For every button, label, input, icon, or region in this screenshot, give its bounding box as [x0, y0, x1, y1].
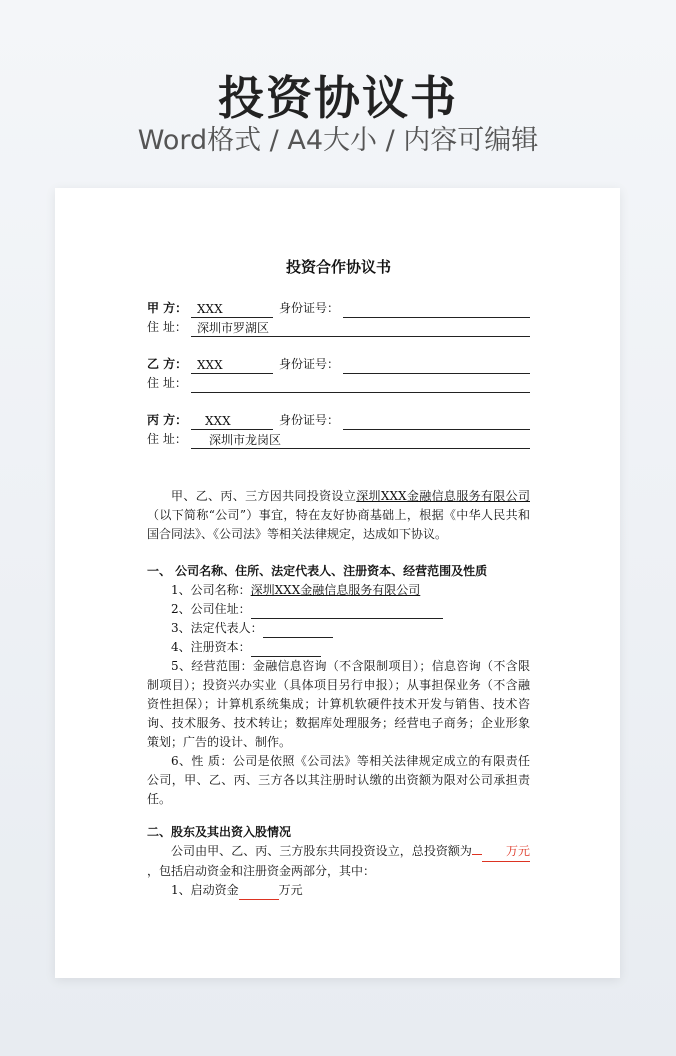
- document-body: [147, 258, 530, 900]
- party-a-label: 甲 方：: [147, 301, 188, 315]
- party-c-id-label: 身份证号：: [279, 413, 340, 427]
- s1-item-4: 4、注册资本：: [147, 638, 530, 657]
- party-a-name[interactable]: XXX: [191, 302, 273, 318]
- party-a-address-label: 住 址：: [147, 320, 187, 334]
- s2-item-1: 1、启动资金 万元: [147, 881, 530, 900]
- party-b: [147, 355, 530, 393]
- intro-company-name: 深圳XXX金融信息服务有限公司: [356, 489, 530, 503]
- s1-item-1: 1、公司名称：深圳XXX金融信息服务有限公司: [171, 583, 421, 597]
- s1-address-field[interactable]: [251, 604, 443, 619]
- party-c-name[interactable]: XXX: [191, 414, 273, 430]
- document-title: 投资合作协议书: [285, 258, 391, 276]
- party-a-address[interactable]: 深圳市罗湖区: [191, 321, 530, 337]
- party-c-address-label: 住 址：: [147, 432, 187, 446]
- intro-paragraph: 甲、乙、丙、三方因共同投资设立深圳XXX金融信息服务有限公司（以下简称“公司”）事宜，特在友好协商基础上，根据《中华人民共和国合同法》、《公司法》等相关法律规定，达成如下协议。: [147, 489, 530, 541]
- party-a-id-label: 身份证号：: [279, 301, 340, 315]
- party-b-address[interactable]: [191, 377, 530, 393]
- party-a-id-field[interactable]: [343, 302, 530, 318]
- party-b-label: 乙 方：: [147, 357, 188, 371]
- document-page: [55, 188, 620, 978]
- party-b-address-label: 住 址：: [147, 376, 187, 390]
- party-c-address[interactable]: 深圳市龙岗区: [191, 433, 530, 449]
- party-b-name[interactable]: XXX: [191, 358, 273, 374]
- s1-capital-field[interactable]: [251, 642, 321, 657]
- s1-item-3: 3、法定代表人：: [147, 619, 530, 638]
- party-b-id-label: 身份证号：: [279, 357, 340, 371]
- banner-subtitle: Word格式 / A4大小 / 内容可编辑: [137, 125, 539, 156]
- section-2-heading: 二、股东及其出资入股情况: [147, 825, 292, 839]
- party-c-label: 丙 方：: [147, 413, 188, 427]
- party-b-id-field[interactable]: [343, 358, 530, 374]
- party-c: [147, 411, 530, 449]
- s1-company-name[interactable]: 深圳XXX金融信息服务有限公司: [250, 583, 421, 597]
- party-c-id-field[interactable]: [343, 414, 530, 430]
- section-1-heading: 一、 公司名称、住所、法定代表人、注册资本、经营范围及性质: [147, 564, 488, 578]
- s2-total-investment-unit[interactable]: 万元: [482, 842, 530, 862]
- s1-item-5: 5、经营范围：金融信息咨询（不含限制项目）；信息咨询（不含限制项目）；投资兴办实业（具体项目另行申报）；从事担保业务（不含融资性担保）；计算机系统集成；计算机软硬件技术开发与销售、技术咨询、技术服务、技术转让；数据库处理服务；经营电子商务；企业形象策划；广告的设计、制作。: [147, 659, 530, 749]
- banner-title: 投资协议书: [218, 71, 458, 125]
- s2-paragraph: 公司由甲、乙、丙、三方股东共同投资设立，总投资额为 万元，包括启动资金和注册资金两部分，其中：: [147, 844, 530, 878]
- s1-item-6: 6、性 质：公司是依照《公司法》等相关法律规定成立的有限责任公司，甲、乙、丙、三方各以其注册时认缴的出资额为限对公司承担责任。: [147, 754, 530, 806]
- s1-legal-rep-field[interactable]: [263, 623, 333, 638]
- s2-startup-fund-field[interactable]: [239, 885, 279, 900]
- s1-item-2: 2、公司住址：: [147, 600, 530, 619]
- party-a: [147, 299, 530, 337]
